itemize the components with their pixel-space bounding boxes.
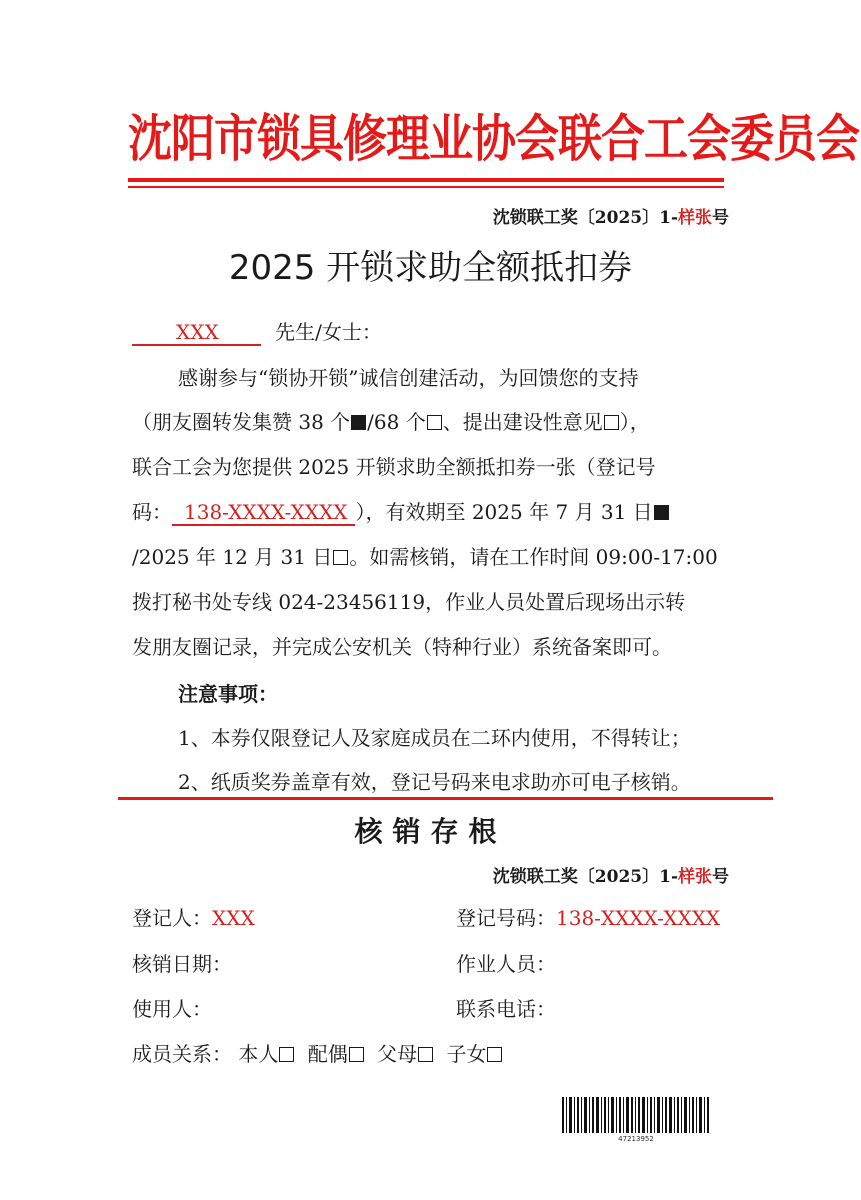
coupon-title: 2025 开锁求助全额抵扣券 (228, 248, 633, 288)
recipient-name: XXX (132, 320, 261, 346)
body-line-2: （朋友圈转发集赞 38 个 /68 个 、提出建设性意见 ）， (132, 410, 650, 434)
note-2: 2、纸质奖券盖章有效，登记号码来电求助亦可电子核销。 (178, 770, 691, 794)
body-line-7: 发朋友圈记录，并完成公安机关（特种行业）系统备案即可。 (132, 635, 672, 659)
body-line-5: /2025 年 12 月 31 日 。如需核销，请在工作时间 09:00-17:00 (132, 545, 718, 569)
barcode-image (562, 1097, 710, 1133)
barcode-number: 47213952 (618, 1135, 654, 1143)
body-line-1: 感谢参与“锁协开锁”诚信创建活动，为回馈您的支持 (178, 366, 639, 390)
checkbox-38-likes-checked (351, 415, 366, 430)
reg-no-field: 登记号码：138-XXXX-XXXX (456, 906, 721, 930)
reg-no-value: 138-XXXX-XXXX (556, 906, 721, 930)
checkbox-july-checked (654, 505, 669, 520)
worker-field: 作业人员： (456, 952, 556, 976)
registrant-field: 登记人：XXX (132, 906, 255, 930)
checkbox-suggestion (604, 415, 619, 430)
registrant-value: XXX (212, 906, 255, 930)
body-line-6: 拨打秘书处专线 024-23456119，作业人员处置后现场出示转 (132, 590, 686, 614)
verify-date-field: 核销日期： (132, 952, 232, 976)
checkbox-parents (418, 1047, 433, 1062)
checkbox-spouse (349, 1047, 364, 1062)
notes-heading: 注意事项： (178, 682, 278, 706)
salutation-line: XXX 先生/女士： (132, 318, 382, 346)
note-1: 1、本券仅限登记人及家庭成员在二环内使用，不得转让； (178, 726, 691, 750)
document-number: 沈锁联工奖〔2025〕1-样张号 (492, 208, 729, 228)
checkbox-68-likes (427, 415, 442, 430)
body-line-3: 联合工会为您提供 2025 开锁求助全额抵扣券一张（登记号 (132, 455, 656, 479)
registration-number: 138-XXXX-XXXX (172, 500, 355, 526)
stub-document-number: 沈锁联工奖〔2025〕1-样张号 (492, 867, 729, 887)
body-line-4: 码： 138-XXXX-XXXX ），有效期至 2025 年 7 月 31 日 (132, 498, 670, 526)
checkbox-children (487, 1047, 502, 1062)
header-rule-thin (128, 186, 724, 188)
relation-field: 成员关系： 本人 配偶 父母 子女 (132, 1040, 503, 1068)
header-rule-thick (128, 178, 724, 182)
checkbox-december (333, 550, 348, 565)
checkbox-self (279, 1047, 294, 1062)
organization-title: 沈阳市锁具修理业协会联合工会委员会 (128, 110, 859, 169)
stub-separator (118, 797, 773, 800)
user-field: 使用人： (132, 997, 212, 1021)
stub-title: 核销存根 (354, 815, 507, 848)
phone-field: 联系电话： (456, 997, 556, 1021)
